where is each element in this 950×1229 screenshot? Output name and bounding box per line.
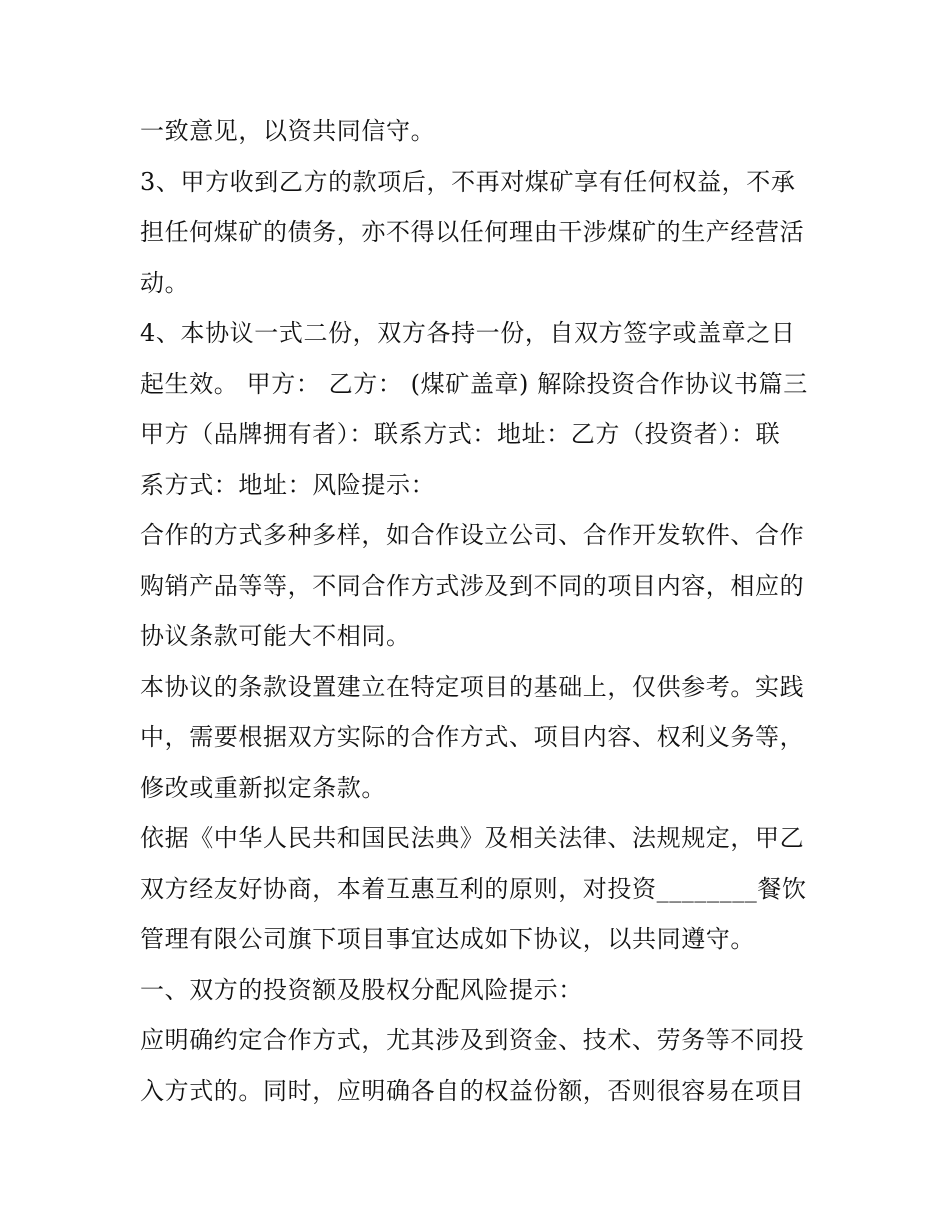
text-line: 担任何煤矿的债务，亦不得以任何理由干涉煤矿的生产经营活 [140, 218, 805, 246]
text-line: 动。 [140, 268, 190, 297]
text-line: 管理有限公司旗下项目事宜达成如下协议，以共同遵守。 [140, 925, 755, 953]
text-line: 本协议的条款设置建立在特定项目的基础上，仅供参考。实践 [140, 672, 805, 701]
text-line: 购销产品等等，不同合作方式涉及到不同的项目内容，相应的 [140, 571, 805, 600]
text-line: 双方经友好协商，本着互惠互利的原则，对投资________餐饮 [140, 874, 807, 903]
text-line: 起生效。 甲方： 乙方： (煤矿盖章) 解除投资合作协议书篇三 [140, 369, 808, 398]
text-line: 一致意见，以资共同信守。 [140, 117, 436, 145]
text-line: 协议条款可能大不相同。 [140, 622, 411, 650]
text-line: 一、双方的投资额及股权分配风险提示： [140, 975, 583, 1004]
text-line: 4、本协议一式二份，双方各持一份，自双方签字或盖章之日 [140, 319, 796, 347]
text-line: 合作的方式多种多样，如合作设立公司、合作开发软件、合作 [140, 521, 805, 549]
text-line: 修改或重新拟定条款。 [140, 773, 386, 802]
text-line: 入方式的。同时，应明确各自的权益份额，否则很容易在项目 [140, 1076, 805, 1105]
text-line: 依据《中华人民共和国民法典》及相关法律、法规规定，甲乙 [140, 824, 805, 852]
text-line: 中，需要根据双方实际的合作方式、项目内容、权利义务等， [140, 723, 805, 751]
text-line: 系方式：地址：风险提示： [140, 470, 436, 499]
text-line: 3、甲方收到乙方的款项后，不再对煤矿享有任何权益，不承 [140, 167, 796, 196]
document-body [140, 106, 820, 1116]
text-line: 甲方（品牌拥有者）：联系方式：地址：乙方（投资者）：联 [140, 420, 781, 448]
text-line: 应明确约定合作方式，尤其涉及到资金、技术、劳务等不同投 [140, 1026, 805, 1054]
